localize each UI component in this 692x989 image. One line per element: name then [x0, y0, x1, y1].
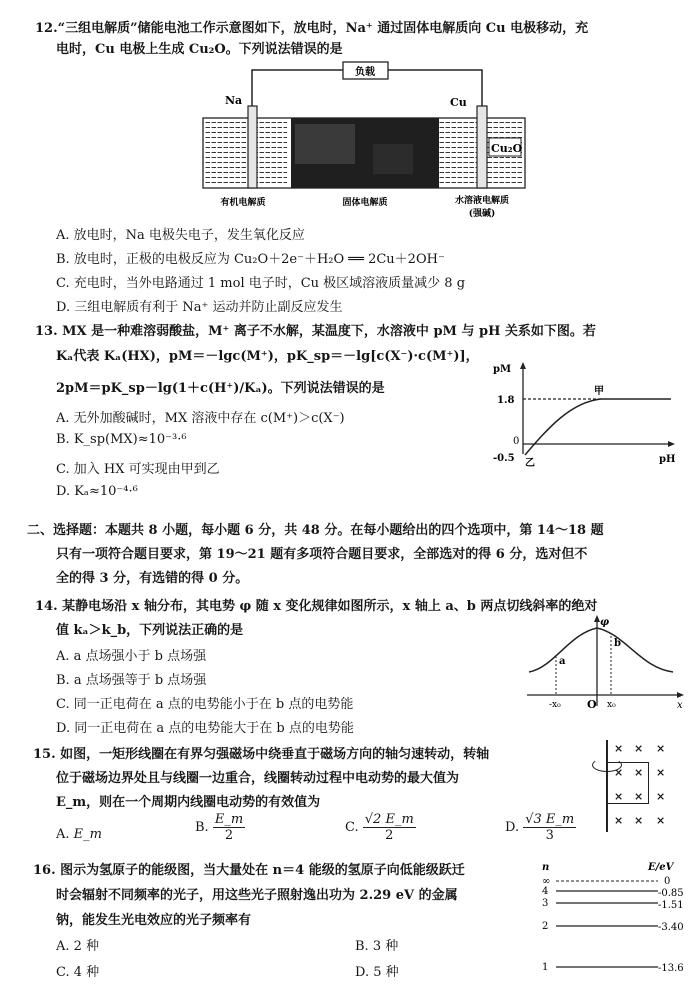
field-mark: × — [656, 742, 666, 755]
x0-label: x₀ — [607, 700, 616, 710]
field-mark: × — [656, 814, 666, 827]
pm-tick-label: 1.8 — [497, 395, 515, 406]
layer-right-label-2: (强碱) — [468, 209, 496, 219]
field-mark: × — [614, 790, 624, 803]
q14-option-a[interactable]: A. a 点场强小于 b 点场强 — [56, 649, 207, 664]
point-a-label: a — [559, 656, 566, 667]
q13-option-b[interactable]: B. K_sp(MX)≈10⁻³·⁶ — [56, 432, 187, 447]
q13-stem-line2: Kₐ代表 Kₐ(HX)，pM＝－lgc(M⁺)，pK_sp＝－lg[c(X⁻)·c(M⁺)]， — [56, 349, 479, 364]
point-yi: 乙 — [525, 458, 535, 469]
n4-label: 4 — [542, 886, 549, 897]
energy-level-diagram — [530, 858, 690, 988]
battery-diagram — [195, 60, 530, 225]
phi-label: φ — [600, 617, 610, 628]
layer-right-label: 水溶液电解质 — [454, 196, 510, 206]
section2-line1: 二、选择题：本题共 8 小题，每小题 6 分，共 48 分。在每小题给出的四个选项中，第 14～18 题 — [27, 523, 604, 538]
low-tick-label: -0.5 — [493, 453, 515, 464]
n3-label: 3 — [542, 898, 549, 909]
x-label: x — [677, 700, 683, 710]
layer-left-label: 有机电解质 — [220, 198, 266, 208]
q13-option-d[interactable]: D. Kₐ≈10⁻⁴·⁶ — [56, 484, 138, 499]
e-header: E/eV — [648, 862, 674, 873]
load-label: 负载 — [355, 67, 375, 78]
point-jia: 甲 — [594, 386, 604, 397]
q14-stem-line1: 14. 某静电场沿 x 轴分布，其电势 φ 随 x 变化规律如图所示，x 轴上 a、b 两点切线斜率的绝对 — [35, 599, 598, 614]
e2-label: -3.40 — [658, 922, 684, 933]
field-mark: × — [634, 742, 644, 755]
q15-option-d-numerator: √3 E_m — [525, 812, 575, 827]
point-b-label: b — [614, 638, 621, 649]
q16-option-b[interactable]: B. 3 种 — [355, 939, 399, 954]
q15-option-b-denominator: 2 — [224, 828, 234, 843]
q12-option-c[interactable]: C. 充电时，当外电路通过 1 mol 电子时，Cu 极区域溶液质量减少 8 g — [56, 276, 466, 291]
n-inf: ∞ — [542, 876, 551, 887]
q15-option-b-numerator: E_m — [214, 812, 244, 827]
q15-option-d-denominator: 3 — [545, 828, 554, 843]
q13-option-c[interactable]: C. 加入 HX 可实现由甲到乙 — [56, 462, 220, 477]
section2-line2: 只有一项符合题目要求，第 19～21 题有多项符合题目要求，全部选对的得 6 分，选对但不 — [56, 547, 588, 562]
e-inf: 0 — [664, 876, 671, 887]
n-header: n — [542, 862, 550, 873]
field-mark: × — [634, 766, 644, 779]
q16-stem-line3: 钠，能发生光电效应的光子频率有 — [56, 913, 252, 928]
field-mark: × — [656, 790, 666, 803]
q12-stem-line1: 12.“三组电解质”储能电池工作示意图如下，放电时，Na⁺ 通过固体电解质向 Cu 电极移动，充 — [35, 21, 589, 36]
cu-label: Cu — [450, 96, 467, 109]
q15-option-a-text: E_m — [73, 827, 102, 842]
q14-option-c[interactable]: C. 同一正电荷在 a 点的电势能小于在 b 点的电势能 — [56, 697, 354, 712]
na-electrode — [248, 106, 257, 188]
organic-electrolyte — [205, 122, 287, 186]
q16-stem-line1: 16. 图示为氢原子的能级图，当大量处在 n＝4 能级的氢原子向低能级跃迁 — [33, 863, 465, 878]
e1-label: -13.6 — [658, 963, 684, 974]
q12-option-a[interactable]: A. 放电时，Na 电极失电子，发生氧化反应 — [56, 228, 305, 243]
q15-stem-line3: E_m，则在一个周期内线圈电动势的有效值为 — [56, 795, 321, 810]
q16-option-c[interactable]: C. 4 种 — [56, 965, 100, 980]
cu-electrode — [477, 106, 487, 188]
q15-option-c-numerator: √2 E_m — [364, 812, 414, 827]
q14-option-b[interactable]: B. a 点场强等于 b 点场强 — [56, 673, 207, 688]
potential-curve — [529, 628, 673, 672]
q15-stem-line2: 位于磁场边界处且与线圈一边重合，线圈转动过程中电动势的最大值为 — [56, 771, 460, 786]
q15-option-a[interactable] — [56, 827, 102, 842]
q14-option-d[interactable]: D. 同一正电荷在 a 点的电势能大于在 b 点的电势能 — [56, 721, 354, 736]
n2-label: 2 — [542, 921, 549, 932]
q16-stem-line2: 时会辐射不同频率的光子，用这些光子照射逸出功为 2.29 eV 的金属 — [56, 888, 458, 903]
field-mark: × — [614, 814, 624, 827]
q16-option-d[interactable]: D. 5 种 — [355, 965, 399, 980]
q12-stem-line2: 电时，Cu 电极上生成 Cu₂O。下列说法错误的是 — [56, 42, 343, 57]
cu2o-label: Cu₂O — [491, 142, 523, 155]
pm-axis-label: pM — [493, 364, 512, 375]
field-mark: × — [614, 766, 624, 779]
origin-label: 0 — [513, 436, 520, 447]
q15-option-c[interactable] — [345, 812, 416, 843]
na-label: Na — [225, 94, 243, 107]
q15-option-c-label: C. — [345, 820, 359, 835]
q13-option-a[interactable]: A. 无外加酸碱时，MX 溶液中存在 c(M⁺)＞c(X⁻) — [56, 411, 345, 426]
q15-option-c-denominator: 2 — [385, 828, 394, 843]
e3-label: -1.51 — [658, 900, 684, 911]
e4-label: -0.85 — [658, 888, 684, 899]
q12-option-d[interactable]: D. 三组电解质有利于 Na⁺ 运动并防止副反应发生 — [56, 300, 343, 315]
q15-option-d-label: D. — [505, 820, 520, 835]
q13-stem-line3: 2pM＝pK_sp－lg(1＋c(H⁺)/Kₐ)。下列说法错误的是 — [56, 381, 385, 396]
q14-stem-line2: 值 kₐ＞k_b，下列说法正确的是 — [56, 623, 244, 638]
layer-mid-label: 固体电解质 — [342, 198, 388, 208]
q15-option-b[interactable] — [195, 812, 245, 843]
q12-option-b[interactable]: B. 放电时，正极的电极反应为 Cu₂O＋2e⁻＋H₂O ══ 2Cu＋2OH⁻ — [56, 252, 445, 267]
field-mark: × — [614, 742, 624, 755]
coil-field-diagram — [588, 738, 678, 834]
neg-x0-label: -x₀ — [549, 700, 561, 710]
origin-o-label: O — [587, 698, 597, 710]
pm-curve — [525, 399, 671, 455]
q15-option-a-label: A. — [56, 827, 70, 842]
field-mark: × — [634, 790, 644, 803]
ph-axis-label: pH — [659, 454, 676, 465]
q15-option-d[interactable] — [505, 812, 576, 843]
q16-option-a[interactable]: A. 2 种 — [56, 939, 100, 954]
q15-stem-line1: 15. 如图，一矩形线圈在有界匀强磁场中绕垂直于磁场方向的轴匀速转动，转轴 — [33, 747, 490, 762]
pm-ph-graph — [483, 358, 683, 470]
q15-option-b-label: B. — [195, 820, 209, 835]
q13-stem-line1: 13. MX 是一种难溶弱酸盐，M⁺ 离子不水解，某温度下，水溶液中 pM 与 pH 关系如下图。若 — [35, 324, 596, 339]
section2-line3: 全的得 3 分，有选错的得 0 分。 — [56, 571, 249, 586]
field-mark: × — [634, 814, 644, 827]
field-mark: × — [656, 766, 666, 779]
n1-label: 1 — [542, 962, 549, 973]
potential-graph — [523, 612, 687, 710]
